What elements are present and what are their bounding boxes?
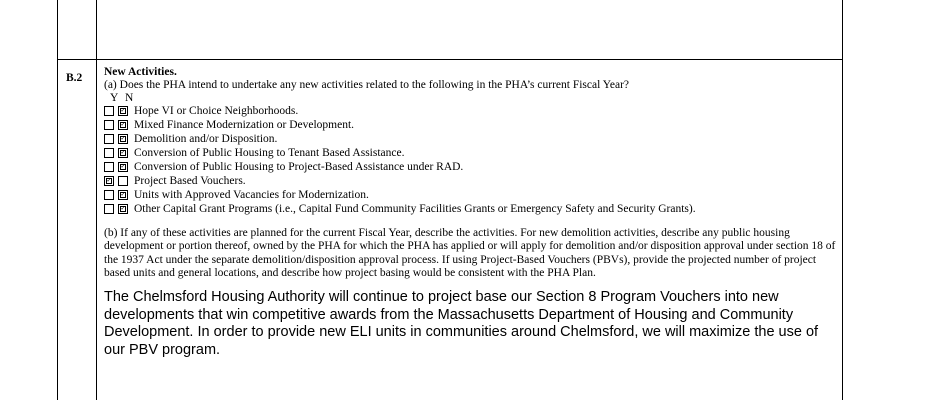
activity-label: Other Capital Grant Programs (i.e., Capital Fund Community Facilities Grants or Emergency Safety and Security Grants). xyxy=(134,203,696,215)
no-checkbox[interactable] xyxy=(118,106,128,116)
check-mark-icon: ✓ xyxy=(120,192,126,198)
no-checkbox[interactable] xyxy=(118,120,128,130)
section-content xyxy=(104,66,836,359)
check-mark-icon: ✓ xyxy=(106,178,112,184)
no-checkbox[interactable] xyxy=(118,148,128,158)
yes-checkbox[interactable] xyxy=(104,120,114,130)
activity-label: Mixed Finance Modernization or Development. xyxy=(134,119,355,131)
activity-row xyxy=(104,132,836,146)
activity-row xyxy=(104,202,836,216)
no-checkbox[interactable] xyxy=(118,190,128,200)
yes-checkbox[interactable] xyxy=(104,106,114,116)
question-b: (b) If any of these activities are planned for the current Fiscal Year, describe the activities. For new demolition activities, describe any public housing development or portion thereof, owned by the PHA for which the PHA has applied or will apply for demolition and/or disposition approval under section 18 of the 1937 Act under the separate demolition/disposition approval process. If using Project-Based Vouchers (PBVs), provide the projected number of project based units and general locations, and describe how project basing would be consistent with the PHA Plan. xyxy=(104,227,836,279)
check-mark-icon: ✓ xyxy=(120,136,126,142)
no-checkbox[interactable] xyxy=(118,204,128,214)
yes-checkbox[interactable] xyxy=(104,176,114,186)
no-label: N xyxy=(125,92,134,104)
activity-row xyxy=(104,188,836,202)
activity-row xyxy=(104,146,836,160)
row-divider xyxy=(57,59,843,60)
check-mark-icon: ✓ xyxy=(120,122,126,128)
yes-no-header xyxy=(104,92,836,104)
check-mark-icon: ✓ xyxy=(120,206,126,212)
activity-list xyxy=(104,104,836,216)
activity-label: Conversion of Public Housing to Project-Based Assistance under RAD. xyxy=(134,161,464,173)
no-checkbox[interactable] xyxy=(118,162,128,172)
yes-checkbox[interactable] xyxy=(104,148,114,158)
activity-row xyxy=(104,174,836,188)
yes-checkbox[interactable] xyxy=(104,134,114,144)
yes-checkbox[interactable] xyxy=(104,190,114,200)
check-mark-icon: ✓ xyxy=(120,150,126,156)
activity-label: Hope VI or Choice Neighborhoods. xyxy=(134,105,299,117)
activity-row xyxy=(104,118,836,132)
question-a: (a) Does the PHA intend to undertake any new activities related to the following in the PHA’s current Fiscal Year? xyxy=(104,79,630,91)
check-mark-icon: ✓ xyxy=(120,108,126,114)
no-checkbox[interactable] xyxy=(118,176,128,186)
yes-label: Y xyxy=(110,92,119,104)
activity-label: Project Based Vouchers. xyxy=(134,175,246,187)
activity-label: Units with Approved Vacancies for Modernization. xyxy=(134,189,369,201)
yes-checkbox[interactable] xyxy=(104,204,114,214)
activity-label: Conversion of Public Housing to Tenant Based Assistance. xyxy=(134,147,405,159)
column-divider xyxy=(96,0,97,400)
check-mark-icon: ✓ xyxy=(120,164,126,170)
section-id: B.2 xyxy=(66,72,83,84)
no-checkbox[interactable] xyxy=(118,134,128,144)
activity-row xyxy=(104,104,836,118)
activity-label: Demolition and/or Disposition. xyxy=(134,133,278,145)
yes-checkbox[interactable] xyxy=(104,162,114,172)
section-heading: New Activities. xyxy=(104,66,177,78)
answer-text: The Chelmsford Housing Authority will continue to project base our Section 8 Program Vouchers into new developments that win competitive awards from the Massachusetts Department of Housing and Community Development. In order to provide new ELI units in communities around Chelmsford, we will maximize the use of our PBV program. xyxy=(104,289,819,358)
activity-row xyxy=(104,160,836,174)
